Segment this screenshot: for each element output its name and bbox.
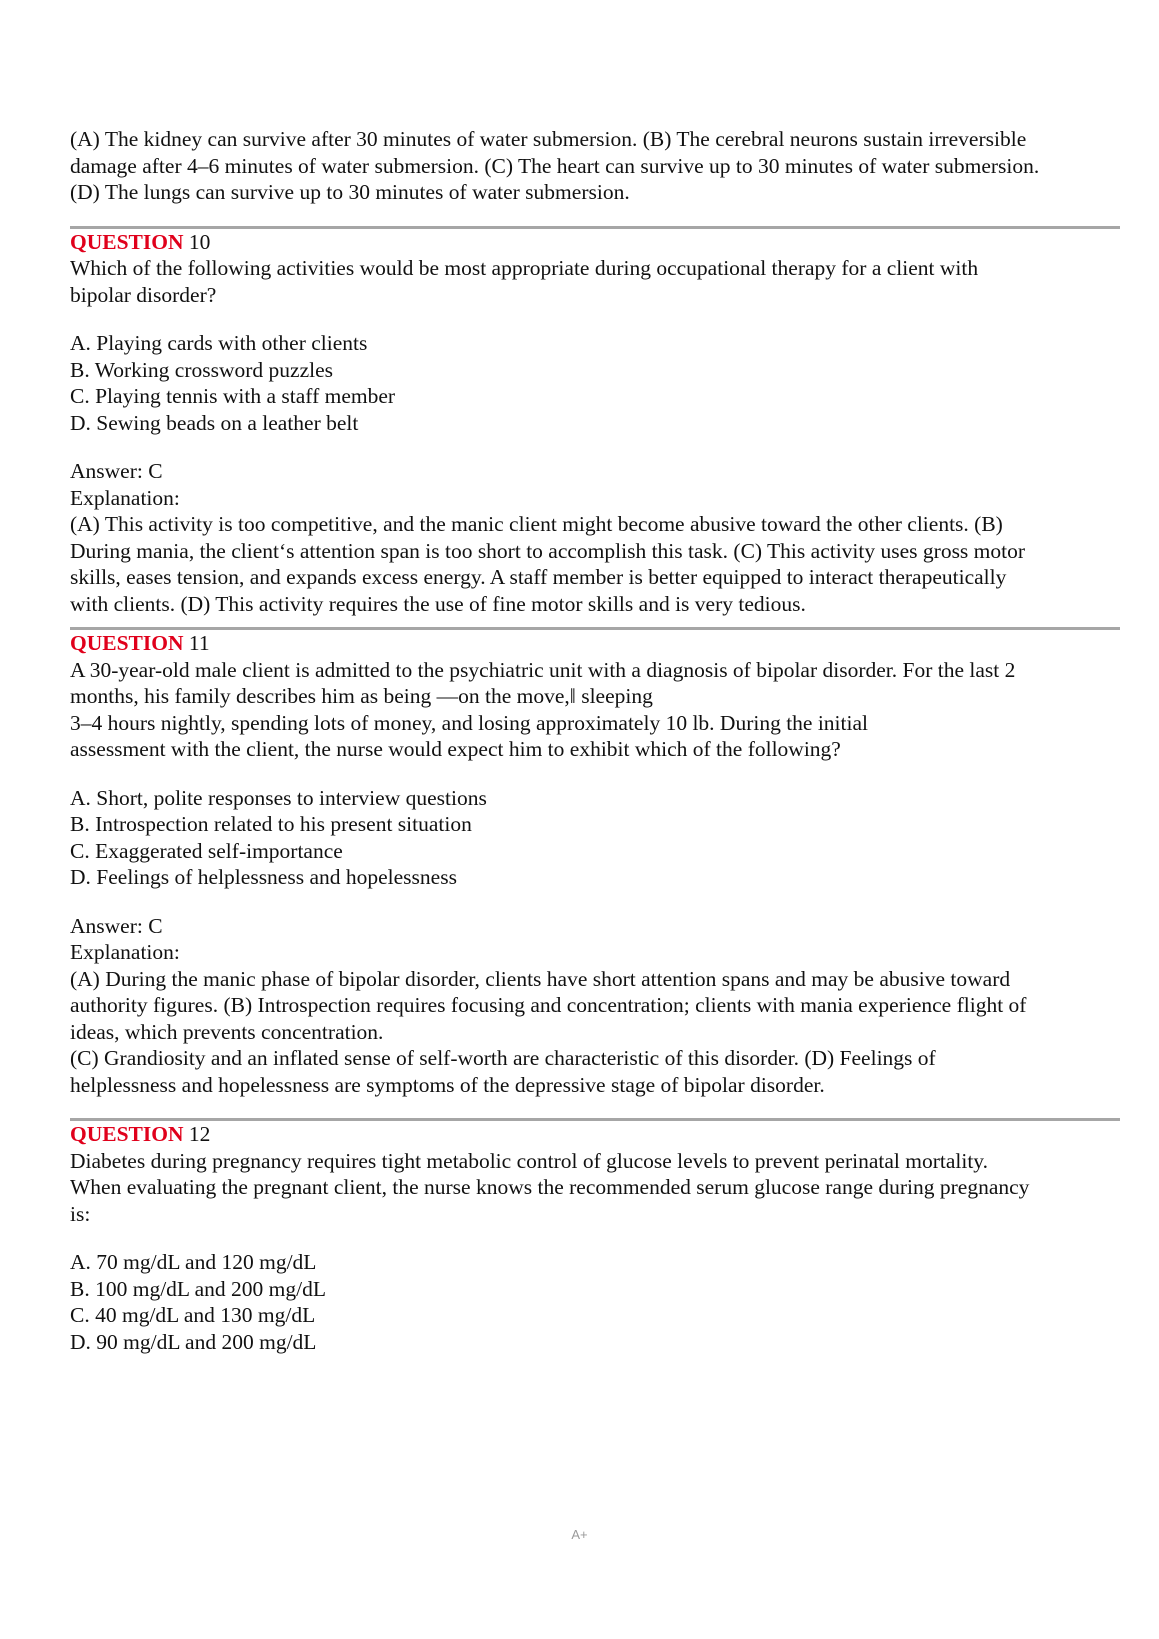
text-line: bipolar disorder? [70, 282, 217, 307]
answer-options [70, 785, 1120, 891]
option-c: C. Exaggerated self-importance [70, 838, 343, 863]
text-line: A 30-year-old male client is admitted to the psychiatric unit with a diagnosis of bipolar disorder. For the last 2 [70, 657, 1016, 682]
option-d: D. Feelings of helplessness and hopelessness [70, 865, 457, 889]
option-a: A. 70 mg/dL and 120 mg/dL [70, 1250, 317, 1274]
question-label: QUESTION [70, 1122, 184, 1146]
question-heading [70, 630, 1120, 657]
document-page [70, 126, 1120, 1355]
answer-options [70, 330, 1120, 436]
previous-explanation [70, 126, 1120, 206]
explanation-text [70, 511, 1120, 617]
answer-options [70, 1249, 1120, 1355]
text-line: During mania, the client‘s attention span is too short to accomplish this task. (C) This activity uses gross motor [70, 538, 1026, 563]
text-line: damage after 4–6 minutes of water submersion. (C) The heart can survive up to 30 minutes of water submersion. [70, 153, 1040, 178]
question-number: 12 [188, 1122, 211, 1146]
text-line: (C) Grandiosity and an inflated sense of self-worth are characteristic of this disorder. (D) Feelings of [70, 1046, 936, 1070]
option-d: D. 90 mg/dL and 200 mg/dL [70, 1329, 317, 1354]
question-heading [70, 229, 1120, 256]
answer-line: Answer: C [70, 913, 163, 938]
text-line: Which of the following activities would be most appropriate during occupational therapy for a client with [70, 256, 979, 280]
option-a: A. Playing cards with other clients [70, 331, 368, 355]
explanation-label: Explanation: [70, 940, 180, 964]
page-footer: A+ [571, 1527, 588, 1542]
text-line: (A) The kidney can survive after 30 minutes of water submersion. (B) The cerebral neurons sustain irreversible [70, 127, 1027, 151]
answer-line: Answer: C [70, 459, 163, 483]
text-line: (A) This activity is too competitive, and the manic client might become abusive toward the other clients. (B) [70, 512, 1003, 536]
question-label: QUESTION [70, 229, 184, 254]
text-line: months, his family describes him as being ―on the move,‖ sleeping [70, 684, 653, 708]
option-b: B. Working crossword puzzles [70, 357, 333, 382]
text-line: is: [70, 1201, 91, 1226]
text-line: helplessness and hopelessness are symptoms of the depressive stage of bipolar disorder. [70, 1072, 825, 1097]
text-line: 3–4 hours nightly, spending lots of money, and losing approximately 10 lb. During the initial [70, 710, 868, 735]
text-line: with clients. (D) This activity requires the use of fine motor skills and is very tedious. [70, 591, 806, 616]
option-c: C. Playing tennis with a staff member [70, 384, 396, 408]
option-a: A. Short, polite responses to interview questions [70, 785, 487, 810]
question-label: QUESTION [70, 631, 184, 655]
question-10 [70, 229, 1120, 618]
question-11 [70, 630, 1120, 1098]
question-stem [70, 255, 1120, 308]
question-stem [70, 657, 1120, 763]
option-b: B. 100 mg/dL and 200 mg/dL [70, 1276, 326, 1301]
option-d: D. Sewing beads on a leather belt [70, 410, 359, 435]
text-line: (D) The lungs can survive up to 30 minutes of water submersion. [70, 180, 630, 204]
text-line: authority figures. (B) Introspection requires focusing and concentration; clients with mania experience flight of [70, 993, 1027, 1017]
text-line: skills, eases tension, and expands excess energy. A staff member is better equipped to interact therapeutically [70, 565, 1007, 589]
question-12 [70, 1121, 1120, 1355]
text-line: assessment with the client, the nurse would expect him to exhibit which of the following? [70, 737, 841, 761]
explanation-text [70, 966, 1120, 1099]
text-line: Diabetes during pregnancy requires tight metabolic control of glucose levels to prevent perinatal mortality. [70, 1148, 989, 1173]
explanation-label: Explanation: [70, 485, 180, 510]
text-line: (A) During the manic phase of bipolar disorder, clients have short attention spans and may be abusive toward [70, 966, 1011, 991]
question-stem [70, 1148, 1120, 1228]
question-number: 10 [188, 229, 211, 254]
text-line: When evaluating the pregnant client, the nurse knows the recommended serum glucose range during pregnancy [70, 1175, 1030, 1199]
question-number: 11 [188, 631, 210, 655]
question-heading [70, 1121, 1120, 1148]
text-line: ideas, which prevents concentration. [70, 1019, 384, 1044]
option-c: C. 40 mg/dL and 130 mg/dL [70, 1303, 316, 1327]
option-b: B. Introspection related to his present situation [70, 812, 472, 836]
